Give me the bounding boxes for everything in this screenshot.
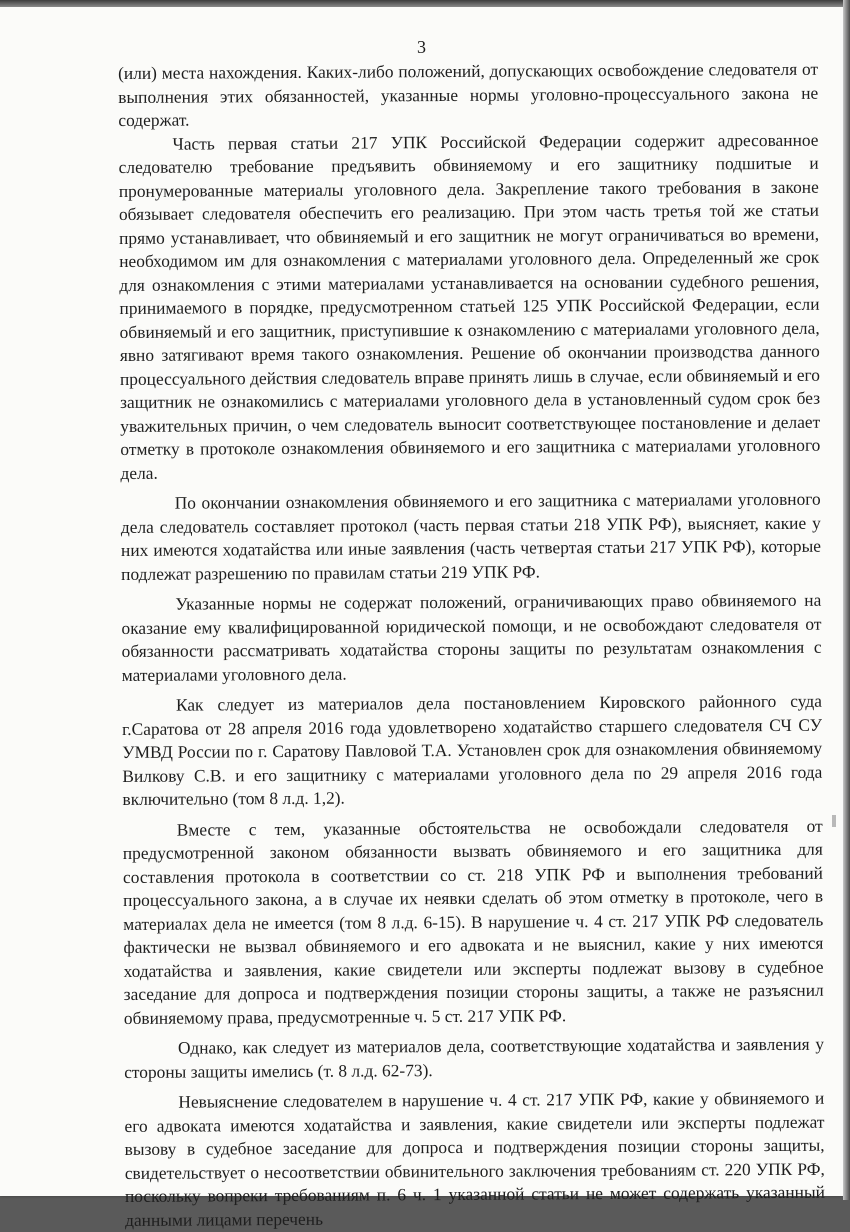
scan-edge-top xyxy=(0,0,850,7)
scan-edge-right xyxy=(843,0,850,1200)
paragraph: (или) места нахождения. Каких-либо положений, допускающих освобождение следователя от выполнения этих обязанностей, указанные нормы уголовно-процессуального закона не содержат. xyxy=(118,58,819,130)
scan-artifact xyxy=(832,815,836,827)
paragraph: По окончании ознакомления обвиняемого и его защитника с материалами уголовного дела следователь составляет протокол (часть первая статьи 218 УПК РФ), выясняет, какие у них имеются ходатайства или иные заявления (часть четвертая статьи 217 УПК РФ), которые подлежат разрешению по правилам статьи 219 УПК РФ. xyxy=(120,488,822,584)
paragraph: Указанные нормы не содержат положений, ограничивающих право обвиняемого на оказание ему квалифицированной юридической помощи, и не освобождают следователя от обязанности рассматривать ходатайства стороны защиты по результатам ознакомления с материалами уголовного дела. xyxy=(121,589,822,685)
paragraph: Однако, как следует из материалов дела, соответствующие ходатайства и заявления у стороны защиты имелись (т. 8 л.д. 62-73). xyxy=(124,1033,825,1082)
document-body xyxy=(118,58,825,1232)
paragraph: Невыяснение следователем в нарушение ч. 4 ст. 217 УПК РФ, какие у обвиняемого и его адвоката имеются ходатайства и заявления, какие свидетели или эксперты подлежат вызову в судебное заседание для допроса и подтверждения позиции стороны защиты, свидетельствует о несоответствии обвинительного заключения требованиям ст. 220 УПК РФ, поскольку вопреки требованиям п. 6 ч. 1 указанной статьи не может содержать указанный данными лицами перечень xyxy=(124,1087,825,1230)
paragraph: Часть первая статьи 217 УПК Российской Федерации содержит адресованное следователю требование предъявить обвиняемому и его защитнику подшитые и пронумерованные материалы уголовного дела. Закрепление такого требования в законе обязывает следователя обеспечить его реализацию. При этом часть третья той же статьи прямо устанавливает, что обвиняемый и его защитник не могут ограничиваться во времени, необходимом им для ознакомления с материалами уголовного дела. Определенный же срок для ознакомления с этими материалами устанавливается на основании судебного решения, принимаемого в порядке, предусмотренном статьей 125 УПК Российской Федерации, если обвиняемый и его защитник, приступившие к ознакомлению с материалами уголовного дела, явно затягивают время такого ознакомления. Решение об окончании производства данного процессуального действия следователь вправе принять лишь в случае, если обвиняемый и его защитник не ознакомились с материалами уголовного дела в установленный судом срок без уважительных причин, о чем следователь выносит соответствующее постановление и делает отметку в протоколе ознакомления обвиняемого и его защитника с материалами уголовного дела. xyxy=(118,129,821,483)
page-number: 3 xyxy=(417,37,426,57)
paragraph: Как следует из материалов дела постановлением Кировского районного суда г.Саратова от 28 апреля 2016 года удовлетворено ходатайство старшего следователя СЧ СУ УМВД России по г. Саратову Павловой Т.А. Установлен срок для ознакомления обвиняемому Вилкову С.В. и его защитнику с материалами уголовного дела по 29 апреля 2016 года включительно (том 8 л.д. 1,2). xyxy=(122,690,823,809)
paragraph: Вместе с тем, указанные обстоятельства не освобождали следователя от предусмотренной законом обязанности вызвать обвиняемого и его защитника для составления протокола в соответствии со ст. 218 УПК РФ и выполнения требований процессуального закона, а в случае их неявки сделать об этом отметку в протоколе, чего в материалах дела не имеется (том 8 л.д. 6-15). В нарушение ч. 4 ст. 217 УПК РФ следователь фактически не вызвал обвиняемого и его адвоката и не выяснил, какие у них имеются ходатайства и заявления, какие свидетели или эксперты подлежат вызову в судебное заседание для допроса и подтверждения позиции стороны защиты, а также не разъяснил обвиняемому права, предусмотренные ч. 5 ст. 217 УПК РФ. xyxy=(122,815,824,1028)
